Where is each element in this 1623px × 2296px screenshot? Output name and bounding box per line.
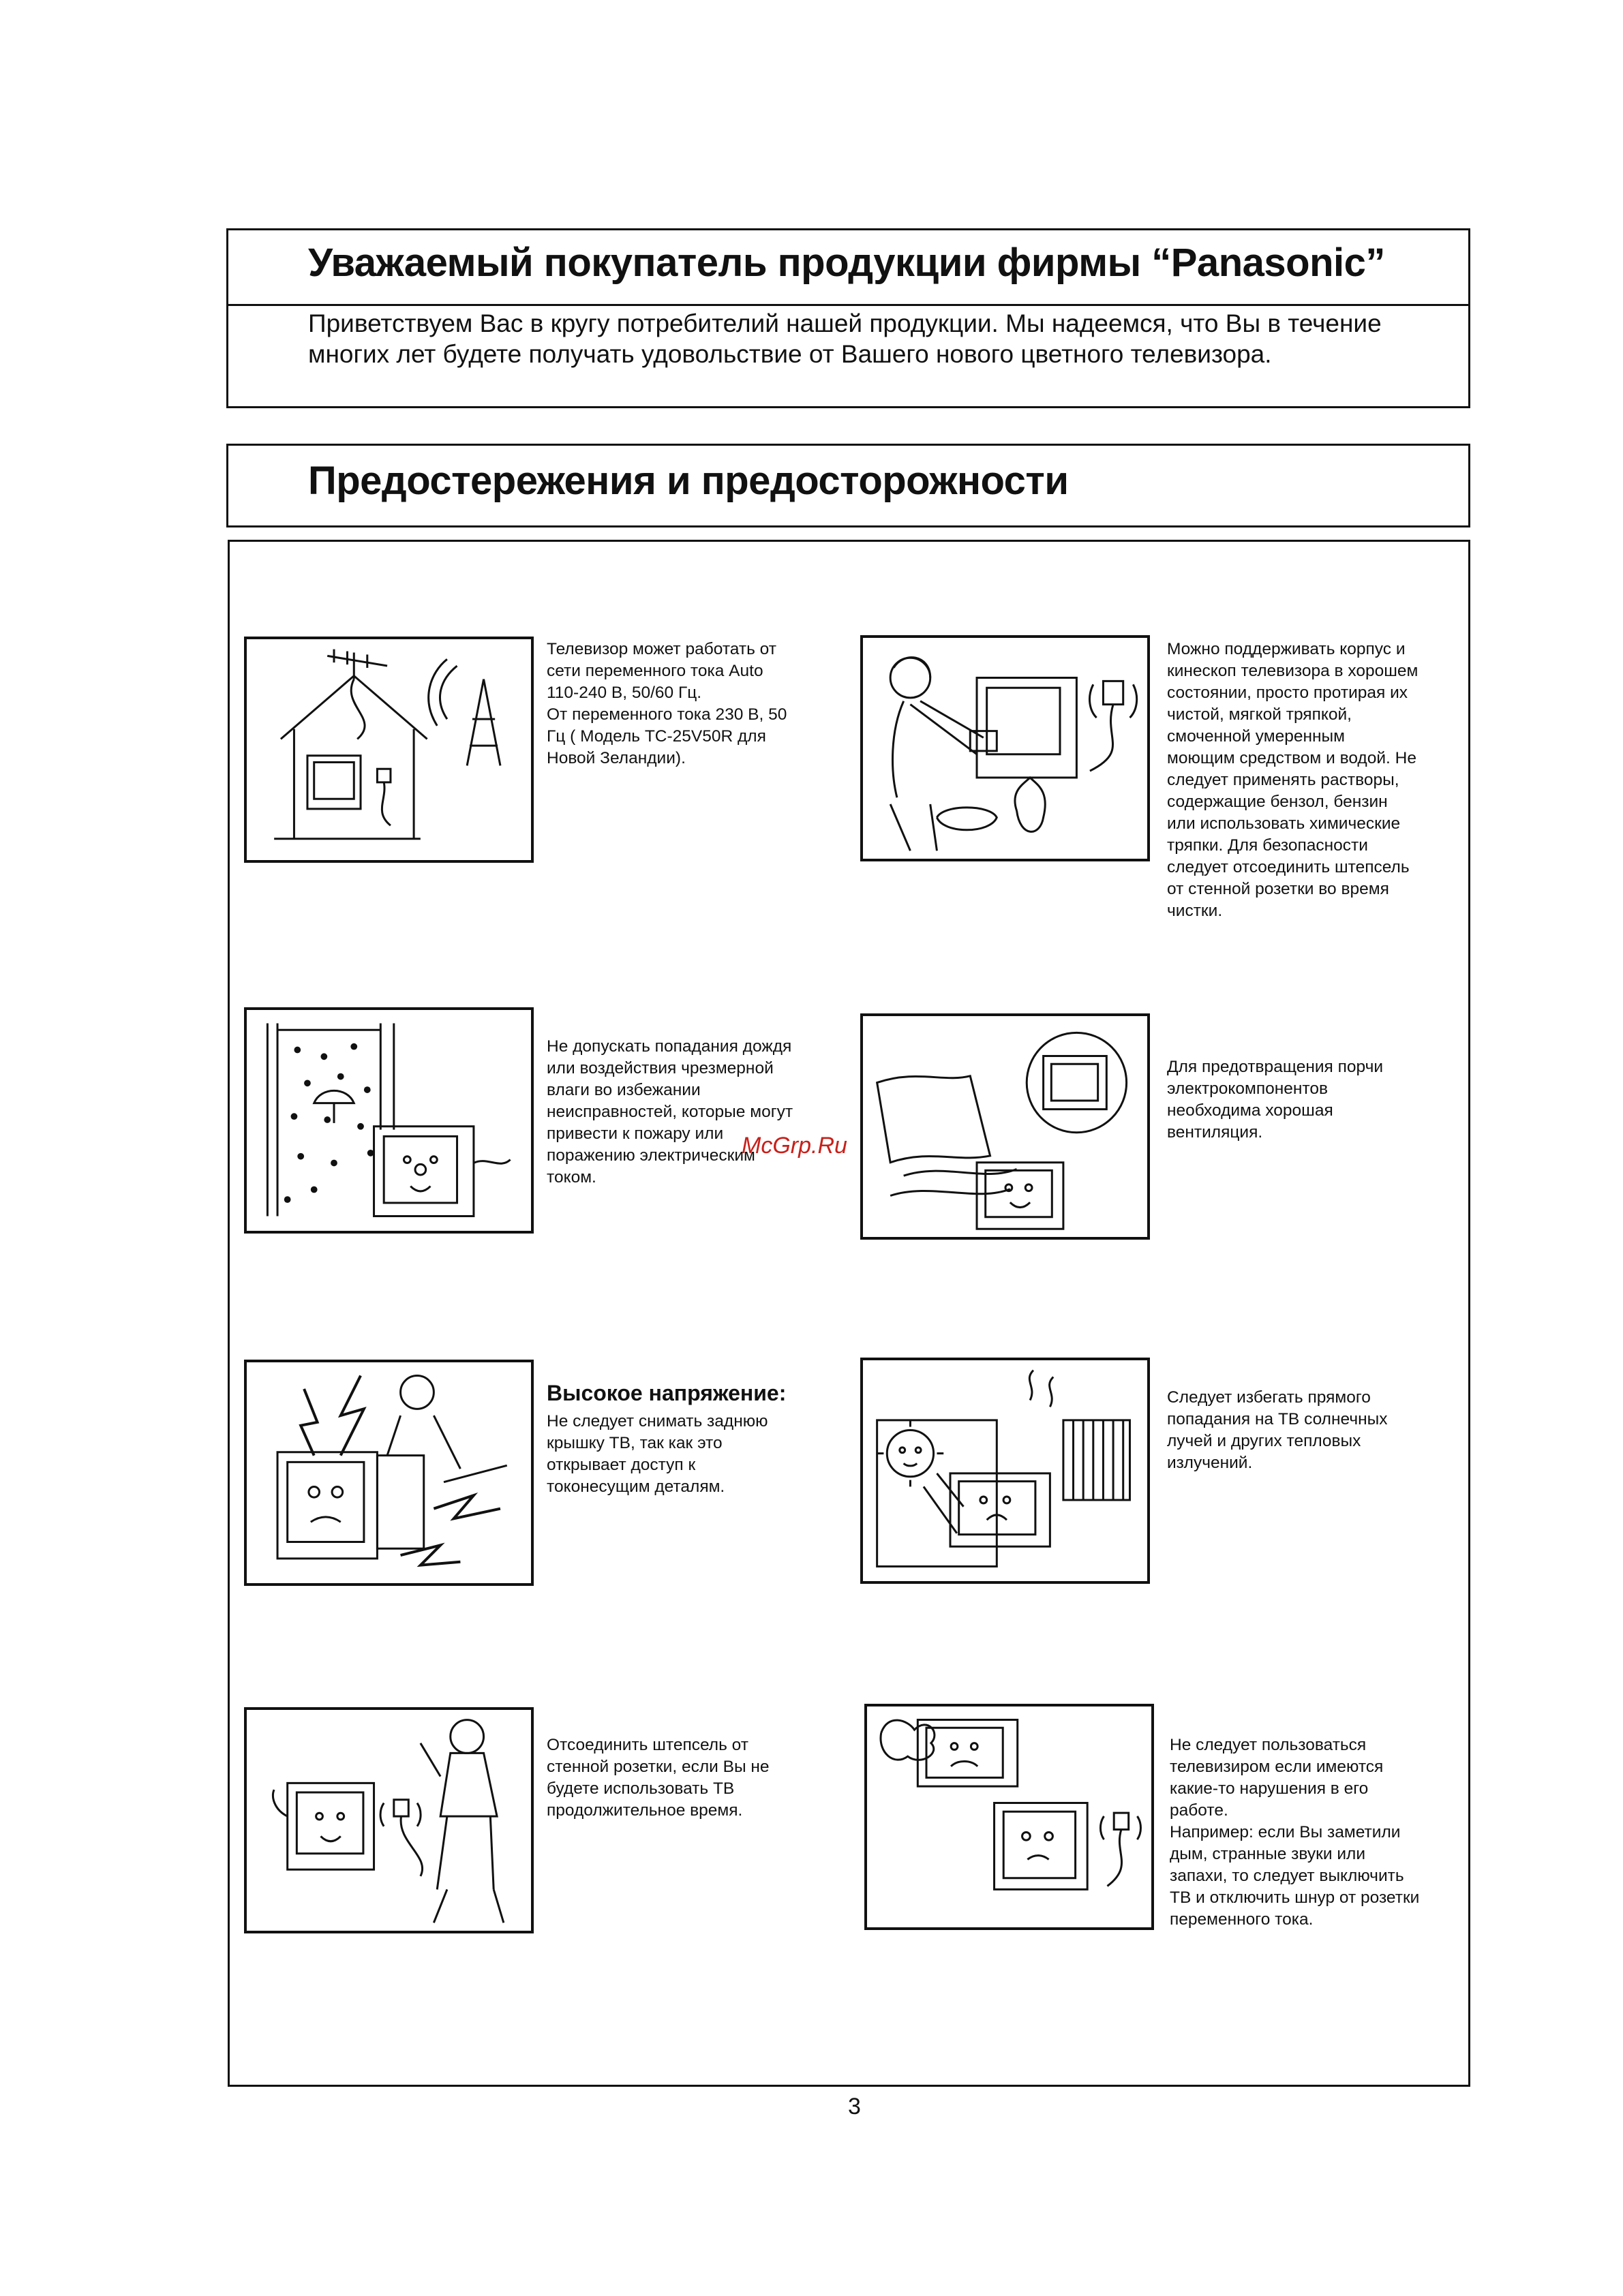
warning-text-1-body: Телевизор может работать от сети переменного тока Auto 110-240 В, 50/60 Гц. От переменного тока 230 В, 50 Гц ( Модель ТС-25V50R для Новой Зеландии). [547,640,787,767]
illustration-ventilation [860,1013,1150,1240]
warning-text-3-body: Не допускать попадания дождя или воздействия чрезмерной влаги во избежании неисправностей, которые могут привести к пожару или поражению электрическим током. [547,1037,793,1187]
warnings-title: Предостережения и предосторожности [308,459,1069,503]
warning-text-6-body: Следует избегать прямого попадания на ТВ солнечных лучей и других тепловых излучений. [1167,1388,1388,1472]
illustration-cleaning-tv [860,635,1150,861]
illustration-high-voltage [244,1360,534,1586]
title-divider [226,304,1470,306]
watermark: McGrp.Ru [742,1133,847,1159]
warning-text-1 [547,639,847,769]
intro-paragraph: Приветствуем Вас в кругу потребителий нашей продукции. Мы надеемся, что Вы в течение многих лет будете получать удовольствие от Вашего нового цветного телевизора. [308,309,1382,368]
warning-text-8-body: Не следует пользоваться телевизиром если имеются какие-то нарушения в его работе. Например: если Вы заметили дым, странные звуки или запахи, то следует выключить ТВ и отключить шнур от розетки переменного тока. [1170,1736,1420,1929]
high-voltage-heading: Высокое напряжение: [547,1381,787,1405]
illustration-antenna-house [244,637,534,863]
illustration-sun-heat [860,1358,1150,1584]
warning-text-6 [1167,1387,1467,1474]
warning-text-7 [547,1734,847,1822]
warning-text-7-body: Отсоединить штепсель от стенной розетки, если Вы не будете использовать ТВ продолжительное время. [547,1736,770,1820]
page-number: 3 [848,2094,861,2119]
illustration-malfunction [864,1704,1154,1930]
dear-customer-title: Уважаемый покупатель продукции фирмы “Panasonic” [308,241,1385,285]
warning-text-5-body: Не следует снимать заднюю крышку ТВ, так как это открывает доступ к токонесущим деталям. [547,1412,768,1496]
illustration-rain [244,1007,534,1234]
warning-text-5 [547,1378,847,1498]
warning-text-4-body: Для предотвращения порчи электрокомпонентов необходима хорошая вентиляция. [1167,1058,1384,1142]
warning-text-3 [547,1036,847,1189]
warning-text-4 [1167,1056,1467,1144]
warning-text-2-body: Можно поддерживать корпус и кинескоп телевизора в хорошем состоянии, просто протирая их чистой, мягкой тряпкой, смоченной умеренным моющим средством и водой. Не следует применять растворы, содержащие бензол, бензин или использовать химические тряпки. Для безопасности следует отсоединить штепсель от стенной розетки во время чистки. [1167,640,1419,920]
warning-text-8 [1170,1734,1470,1931]
warning-text-2 [1167,639,1467,922]
illustration-unplug [244,1707,534,1933]
